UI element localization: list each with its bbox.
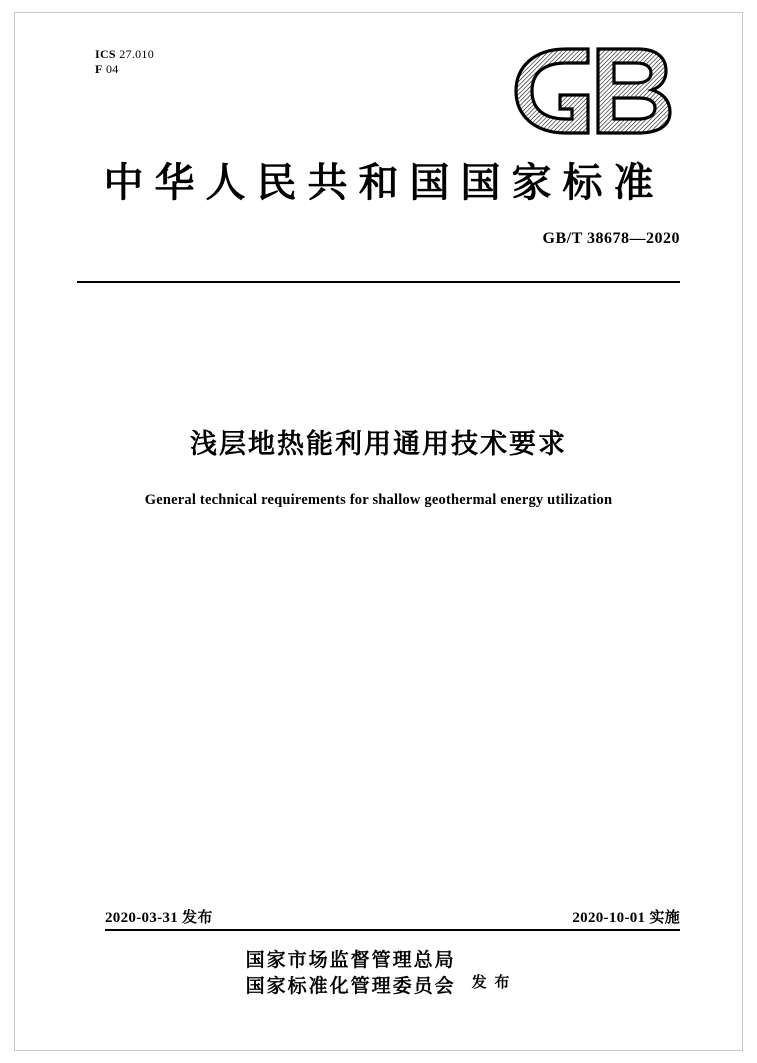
document-title-chinese: 浅层地热能利用通用技术要求 bbox=[190, 429, 567, 459]
issuer-names bbox=[246, 948, 456, 1000]
page-sheet bbox=[14, 12, 743, 1051]
ics-label: ICS bbox=[95, 47, 116, 61]
gb-logo-icon bbox=[510, 43, 685, 138]
issue-date: 2020-03-31 发布 bbox=[105, 910, 213, 926]
issuer-name-2: 国家标准化管理委员会 bbox=[245, 976, 456, 997]
footer-divider bbox=[105, 929, 680, 931]
effective-date: 2020-10-01 实施 bbox=[572, 910, 680, 926]
ics-value: 27.010 bbox=[119, 47, 155, 61]
classification-row bbox=[95, 62, 154, 77]
dates-row bbox=[105, 906, 680, 927]
issuer-block bbox=[15, 948, 742, 1000]
page-title: 中华人民共和国国家标准 bbox=[103, 160, 665, 205]
issuer-name-1: 国家市场监督管理总局 bbox=[245, 950, 456, 971]
classification-value: 04 bbox=[105, 62, 119, 76]
classification-label: F bbox=[95, 62, 103, 76]
issuer-action-label: 发 布 bbox=[471, 974, 512, 991]
header-divider bbox=[77, 281, 680, 283]
document-title-english: General technical requirements for shallow geothermal energy utilization bbox=[144, 492, 613, 508]
ics-row bbox=[95, 47, 154, 62]
ics-classification-block bbox=[95, 47, 154, 77]
standard-number: GB/T 38678—2020 bbox=[542, 230, 680, 247]
